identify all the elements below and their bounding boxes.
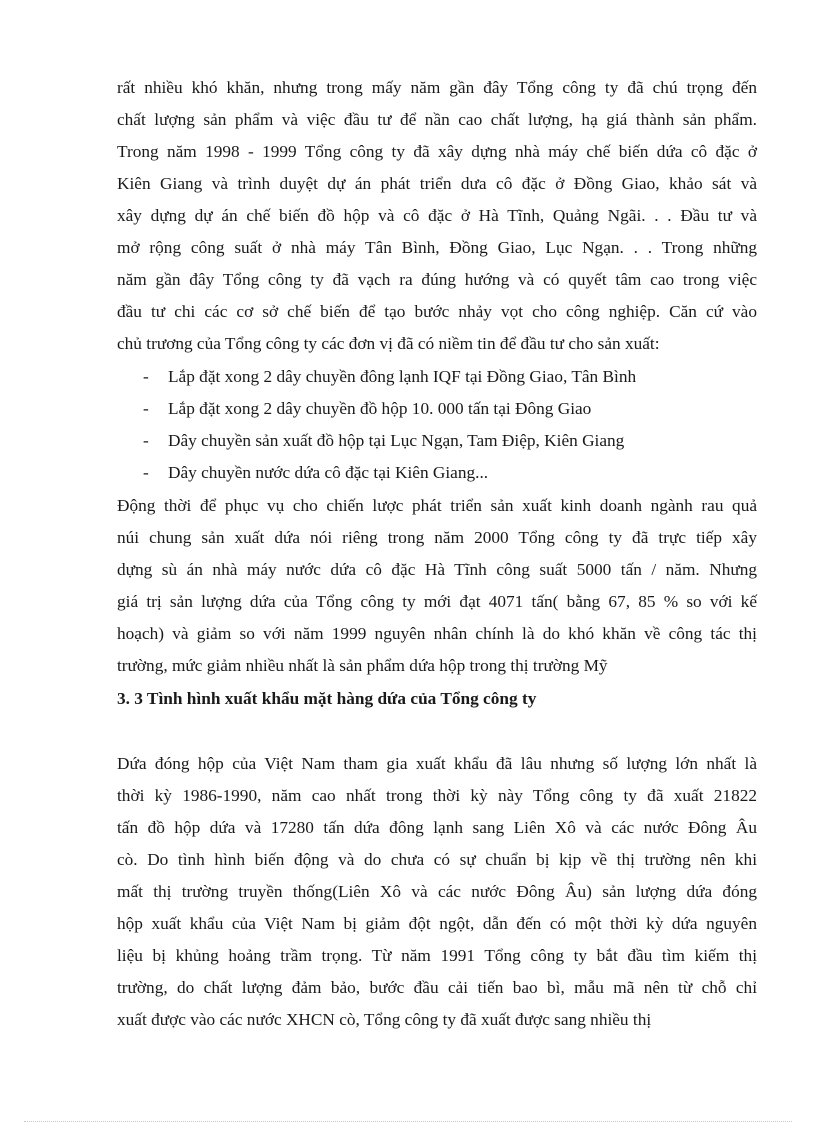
bullet-item: Lắp đặt xong 2 dây chuyền đồ hộp 10. 000 tấn tại Đông Giao	[168, 399, 592, 418]
paragraph-line: đầu tư chi các cơ sở chế biến để tạo bước nhảy vọt cho công nghiệp. Căn cứ vào	[117, 302, 757, 321]
paragraph-line: hoạch) và giảm so với năm 1999 nguyên nhân chính là do khó khăn về công tác thị	[117, 624, 757, 643]
bullet-marker: -	[143, 431, 149, 450]
paragraph-line: hộp xuất khẩu của Việt Nam bị giảm đột ngột, dẫn đến có một thời kỳ dứa nguyên	[117, 914, 757, 933]
bullet-marker: -	[143, 399, 149, 418]
bullet-item: Dây chuyền nước dứa cô đặc tại Kiên Giang...	[168, 463, 489, 482]
paragraph-line: chất lượng sản phẩm và việc đầu tư để nần cao chất lượng, hạ giá thành sản phẩm.	[117, 110, 757, 129]
paragraph-line: rất nhiều khó khăn, nhưng trong mấy năm gần đây Tổng công ty đã chú trọng đến	[117, 78, 757, 97]
paragraph-line: xuất được vào các nước XHCN cò, Tổng công ty đã xuất được sang nhiều thị	[117, 1010, 652, 1029]
paragraph-line: cò. Do tình hình biến động và do chưa có sự chuẩn bị kịp về thị trường nên khi	[117, 850, 757, 869]
paragraph-line: tấn đồ hộp dứa và 17280 tấn dứa đông lạnh sang Liên Xô và các nước Đông Âu	[117, 818, 757, 837]
bullet-marker: -	[143, 367, 149, 386]
paragraph-line: Dứa đóng hộp của Việt Nam tham gia xuất khẩu đã lâu nhưng số lượng lớn nhất là	[117, 754, 757, 773]
bullet-item: Dây chuyền sản xuất đồ hộp tại Lục Ngạn, Tam Điệp, Kiên Giang	[168, 431, 625, 450]
paragraph-line: Trong năm 1998 - 1999 Tổng công ty đã xây dựng nhà máy chế biến dứa cô đặc ở	[117, 142, 757, 161]
paragraph-line: giá trị sản lượng dứa của Tổng công ty mới đạt 4071 tấn( bằng 67, 85 % so với kế	[117, 592, 757, 611]
paragraph-line: năm gần đây Tổng công ty đã vạch ra đúng hướng và có quyết tâm cao trong việc	[117, 270, 757, 289]
paragraph-line: mất thị trường truyền thống(Liên Xô và các nước Đông Âu) sản lượng dứa đóng	[117, 882, 757, 901]
bullet-marker: -	[143, 463, 149, 482]
section-heading: 3. 3 Tình hình xuất khẩu mặt hàng dứa của Tổng công ty	[117, 689, 537, 708]
paragraph-line: thời kỳ 1986-1990, năm cao nhất trong thời kỳ này Tổng công ty đã xuất 21822	[117, 786, 757, 805]
paragraph-line: xây dựng dự án chế biến đồ hộp và cô đặc ở Hà Tĩnh, Quảng Ngãi. . . Đầu tư và	[117, 206, 757, 225]
paragraph-line: dựng sù án nhà máy nước dứa cô đặc Hà Tĩnh công suất 5000 tấn / năm. Nhưng	[117, 560, 757, 579]
paragraph-line: núi chung sản xuất dứa nói riêng trong năm 2000 Tổng công ty đã trực tiếp xây	[117, 528, 757, 547]
paragraph-line: trường, do chất lượng đảm bảo, bước đầu cải tiến bao bì, mẫu mã nên từ chỗ chỉ	[117, 978, 757, 997]
paragraph-line: chủ trương của Tổng công ty các đơn vị đã có niềm tin để đầu tư cho sản xuất:	[117, 334, 660, 353]
paragraph-line: trường, mức giảm nhiều nhất là sản phẩm dứa hộp trong thị trường Mỹ	[117, 656, 608, 675]
paragraph-line: Động thời để phục vụ cho chiến lược phát triển sản xuất kinh doanh ngành rau quả	[117, 496, 757, 515]
paragraph-line: mở rộng công suất ở nhà máy Tân Bình, Đồng Giao, Lục Ngạn. . . Trong những	[117, 238, 757, 257]
paragraph-line: Kiên Giang và trình duyệt dự án phát triển dưa cô đặc ở Đồng Giao, khảo sát và	[117, 174, 757, 193]
bullet-item: Lắp đặt xong 2 dây chuyền đông lạnh IQF tại Đồng Giao, Tân Bình	[168, 367, 637, 386]
page-bottom-rule	[24, 1121, 792, 1122]
paragraph-line: liệu bị khủng hoảng trầm trọng. Từ năm 1991 Tổng công ty bắt đầu tìm kiếm thị	[117, 946, 757, 965]
